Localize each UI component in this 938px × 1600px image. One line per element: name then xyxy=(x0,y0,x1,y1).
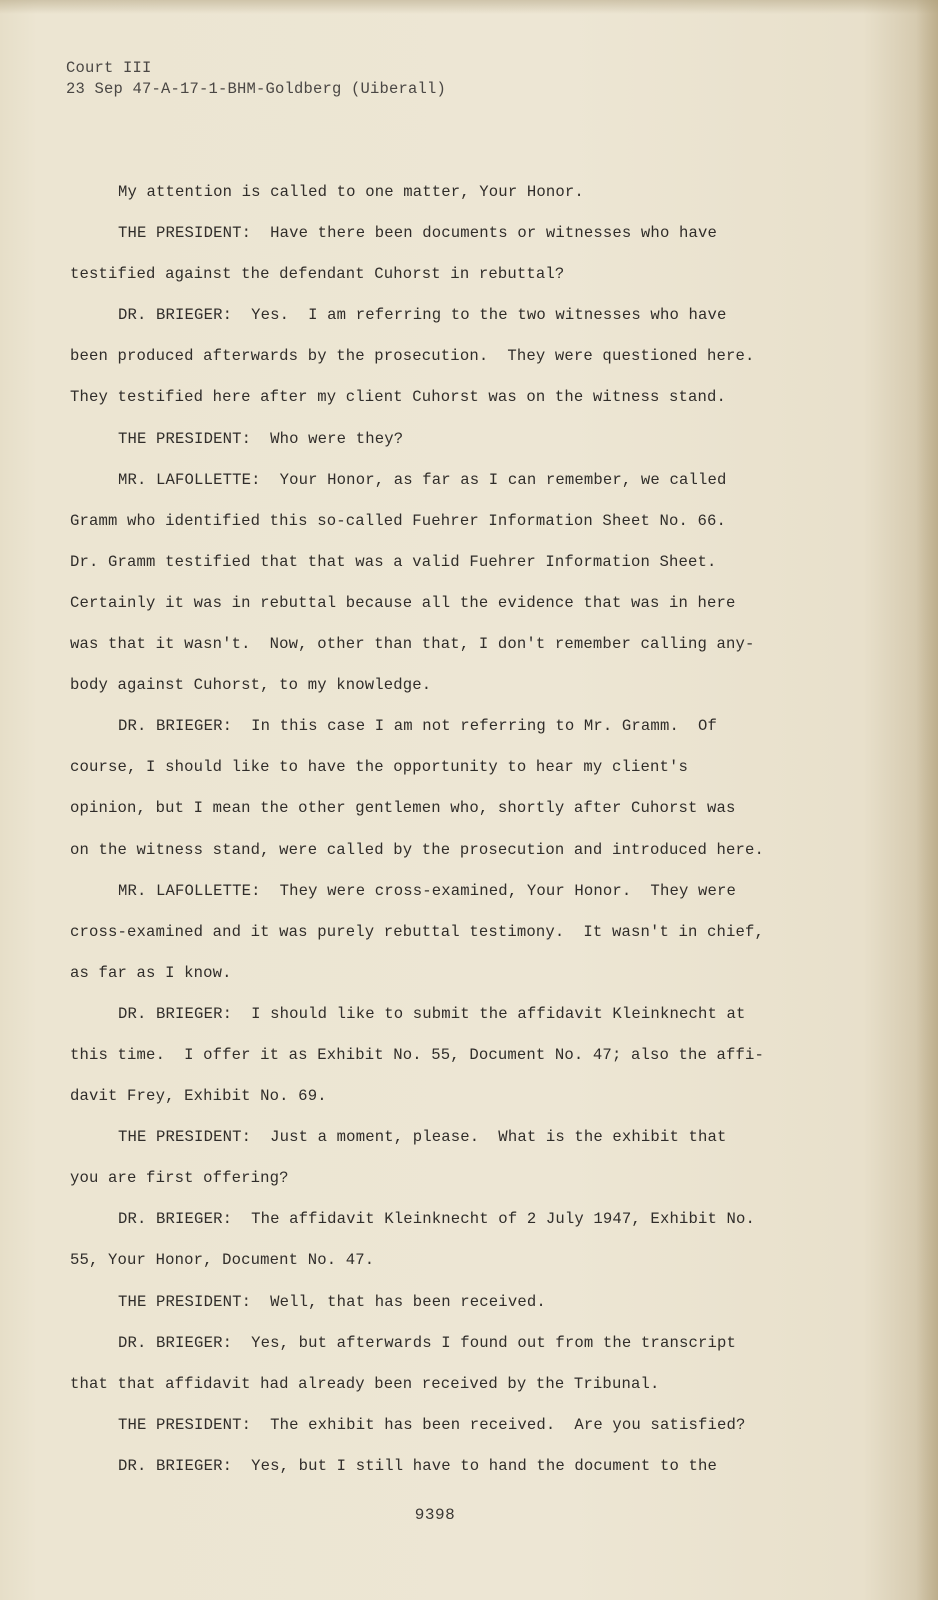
transcript-line: was that it wasn't. Now, other than that, I don't remember calling any- xyxy=(70,635,755,654)
transcript-line: testified against the defendant Cuhorst in rebuttal? xyxy=(70,265,565,284)
transcript-line: Gramm who identified this so-called Fuehrer Information Sheet No. 66. xyxy=(70,511,727,530)
court-label: Court III xyxy=(66,59,152,77)
transcript-line: Certainly it was in rebuttal because all the evidence that was in here xyxy=(70,593,736,612)
transcript-line: been produced afterwards by the prosecution. They were questioned here. xyxy=(70,347,755,366)
transcript-line: MR. LAFOLLETTE: Your Honor, as far as I can remember, we called xyxy=(118,470,727,489)
transcript-line: My attention is called to one matter, Your Honor. xyxy=(118,183,584,201)
transcript-line: body against Cuhorst, to my knowledge. xyxy=(70,676,432,695)
transcript-line: 55, Your Honor, Document No. 47. xyxy=(70,1251,375,1270)
transcript-line: Dr. Gramm testified that that was a valid Fuehrer Information Sheet. xyxy=(70,552,717,571)
transcript-line: DR. BRIEGER: The affidavit Kleinknecht of 2 July 1947, Exhibit No. xyxy=(118,1210,756,1229)
transcript-line: opinion, but I mean the other gentlemen who, shortly after Cuhorst was xyxy=(70,799,736,818)
document-header xyxy=(66,58,446,100)
transcript-line: THE PRESIDENT: The exhibit has been received. Are you satisfied? xyxy=(118,1415,746,1434)
transcript-line: you are first offering? xyxy=(70,1169,289,1188)
transcript-line: DR. BRIEGER: In this case I am not referring to Mr. Gramm. Of xyxy=(118,717,717,736)
transcript-line: THE PRESIDENT: Have there been documents or witnesses who have xyxy=(118,224,717,243)
paper-right-edge xyxy=(916,0,938,1600)
transcript-line: THE PRESIDENT: Who were they? xyxy=(118,429,404,448)
transcript-line: on the witness stand, were called by the prosecution and introduced here. xyxy=(70,840,765,859)
transcript-line: DR. BRIEGER: I should like to submit the affidavit Kleinknecht at xyxy=(118,1004,746,1023)
transcript-reference: 23 Sep 47-A-17-1-BHM-Goldberg (Uiberall) xyxy=(66,80,447,98)
transcript-line: cross-examined and it was purely rebuttal testimony. It wasn't in chief, xyxy=(70,922,765,941)
transcript-line: DR. BRIEGER: Yes, but afterwards I found out from the transcript xyxy=(118,1333,737,1352)
page-number: 9398 xyxy=(414,1506,456,1524)
transcript-line: THE PRESIDENT: Just a moment, please. What is the exhibit that xyxy=(118,1128,727,1147)
transcript-line: DR. BRIEGER: Yes, but I still have to hand the document to the xyxy=(118,1456,717,1475)
transcript-line: THE PRESIDENT: Well, that has been received. xyxy=(118,1292,546,1311)
transcript-line: They testified here after my client Cuhorst was on the witness stand. xyxy=(70,388,727,407)
transcript-line: as far as I know. xyxy=(70,963,232,982)
transcript-line: DR. BRIEGER: Yes. I am referring to the two witnesses who have xyxy=(118,306,727,325)
transcript-body xyxy=(70,178,840,1493)
transcript-line: MR. LAFOLLETTE: They were cross-examined, Your Honor. They were xyxy=(118,881,737,900)
transcript-line: davit Frey, Exhibit No. 69. xyxy=(70,1087,327,1106)
transcript-line: that that affidavit had already been received by the Tribunal. xyxy=(70,1374,660,1393)
transcript-line: this time. I offer it as Exhibit No. 55, Document No. 47; also the affi- xyxy=(70,1045,765,1064)
paper-top-edge xyxy=(0,0,938,14)
transcript-line: course, I should like to have the opportunity to hear my client's xyxy=(70,758,689,777)
